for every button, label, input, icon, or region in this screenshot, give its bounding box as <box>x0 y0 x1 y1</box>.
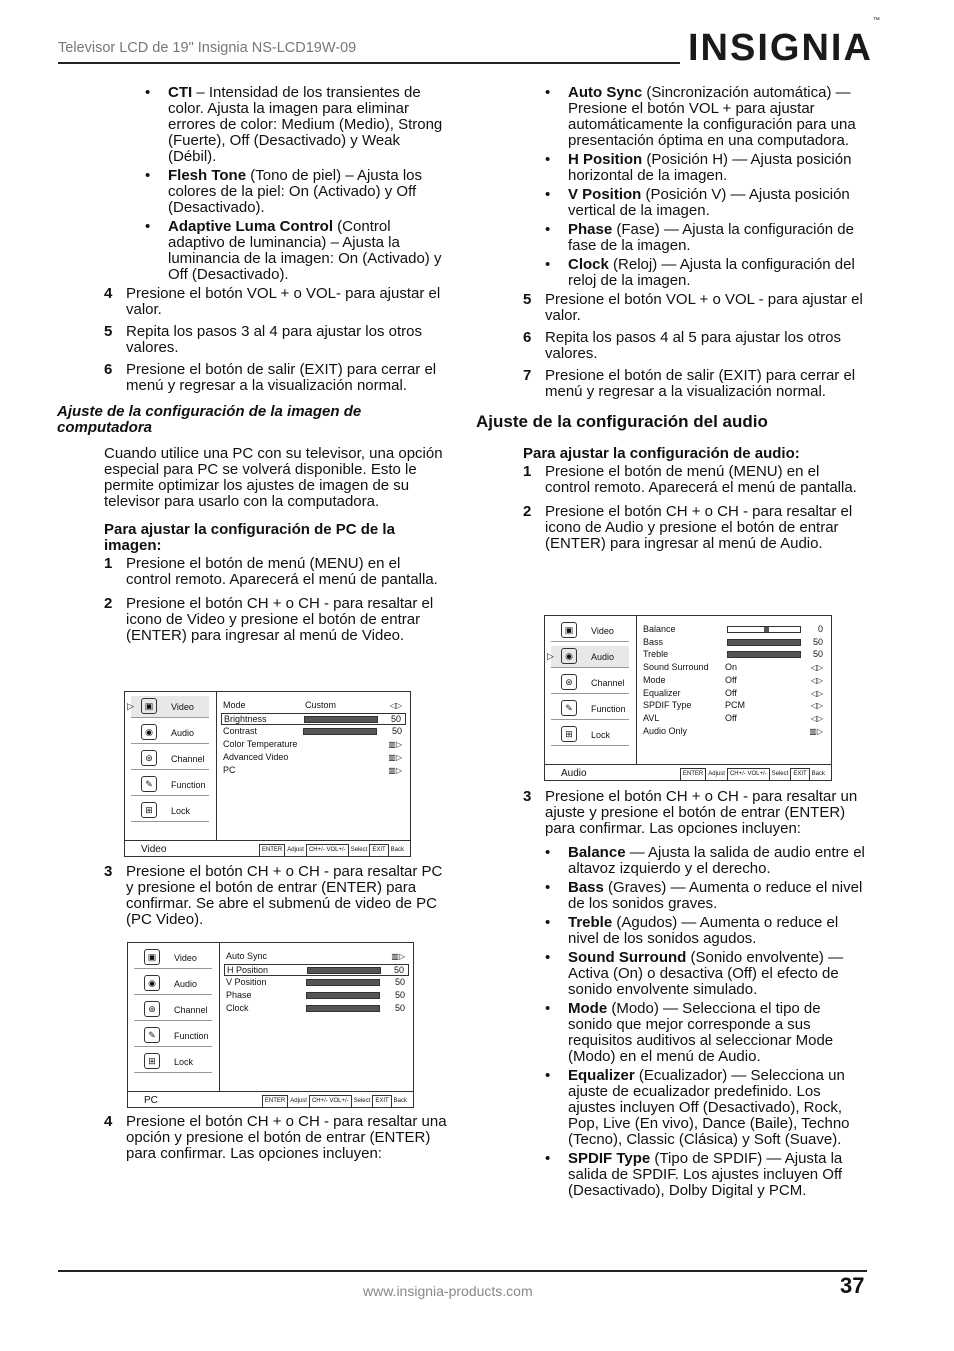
step-item <box>104 362 449 394</box>
osd-setting-label: Phase <box>226 990 252 1000</box>
step-item <box>523 789 868 837</box>
step-number: 6 <box>104 361 113 378</box>
osd-key-hints <box>260 1095 407 1108</box>
left-steps-list <box>104 286 449 394</box>
osd-setting-label: Equalizer <box>643 687 681 698</box>
osd-menu-item-label: Lock <box>174 1057 194 1067</box>
lock-icon: ⊞ <box>141 802 157 818</box>
osd-setting-label: Clock <box>226 1003 249 1013</box>
osd-setting-label: Sound Surround <box>643 662 709 673</box>
bullet-term: Clock <box>568 256 609 273</box>
bullet-text: (Tipo de SPDIF) — Ajusta la salida de SPDIF. Los ajustes incluyen Off (Desactivado), Dolby Digital y PCM. <box>568 1150 843 1199</box>
osd-menu-item-label: Channel <box>591 678 625 688</box>
osd-setting-label: SPDIF Type <box>643 700 692 711</box>
bullet-item <box>545 257 868 289</box>
osd-menu-item <box>134 947 212 969</box>
osd-menu-item-label: Function <box>171 780 206 790</box>
bullet-item <box>545 845 868 877</box>
step-text: Presione el botón VOL + o VOL- para ajustar el valor. <box>126 285 441 318</box>
enter-arrow-icon: ▥▷ <box>388 766 402 775</box>
step-text: Presione el botón CH + o CH - para resaltar un ajuste y presione el botón de entrar (ENTER) para confirmar. Las opciones incluyen: <box>545 788 858 837</box>
osd-menu-sidebar <box>545 616 637 764</box>
bullet-text: (Control adaptivo de luminancia) – Ajusta la luminancia de la imagen: On (Activado) y Off (Desactivado). <box>168 218 442 283</box>
osd-level-bar <box>727 651 801 658</box>
header-rule <box>58 62 680 64</box>
step-number: 6 <box>523 329 532 346</box>
osd-setting-row <box>221 726 406 738</box>
function-icon: ✎ <box>561 700 577 716</box>
osd-setting-value: 50 <box>390 714 401 724</box>
video-menu-screenshot <box>124 691 411 857</box>
subsection-heading: Ajuste de la configuración de la imagen de computadora <box>57 403 362 436</box>
osd-setting-row <box>641 688 827 700</box>
audio-icon: ◉ <box>561 648 577 664</box>
enter-arrow-icon: ▥▷ <box>809 726 823 736</box>
step-item <box>523 464 868 496</box>
osd-menu-item <box>131 800 209 822</box>
osd-level-bar <box>307 967 381 974</box>
osd-bottom-label: Audio <box>561 768 587 779</box>
step-item <box>523 292 868 324</box>
osd-setting-label: V Position <box>226 977 267 987</box>
bullet-text: (Posición V) — Ajusta posición vertical de la imagen. <box>568 186 850 219</box>
osd-key-hint-exit: EXIT <box>369 844 388 857</box>
channel-icon: ⊛ <box>141 750 157 766</box>
procedure-title: Para ajustar la configuración de audio: <box>523 445 800 462</box>
bullet-text: (Graves) — Aumenta o reduce el nivel de los sonidos graves. <box>568 879 863 912</box>
osd-menu-item-label: Video <box>591 626 614 636</box>
osd-setting-row <box>221 752 406 764</box>
step-number: 1 <box>523 463 532 480</box>
audio-menu-screenshot <box>544 615 832 781</box>
osd-key-hint-select: Select <box>350 847 368 853</box>
osd-setting-row <box>641 700 827 712</box>
step-item <box>523 368 868 400</box>
osd-menu-item <box>547 646 629 668</box>
video-icon: ▣ <box>144 949 160 965</box>
enter-arrow-icon: ▥▷ <box>388 753 402 762</box>
bullet-term: Flesh Tone <box>168 167 247 184</box>
bullet-term: SPDIF Type <box>568 1150 651 1167</box>
bullet-item <box>545 915 868 947</box>
bullet-text: (Ecualizador) — Selecciona un ajuste de ecualizador predefinido. Los ajustes incluyen Off (Desactivado), Rock, Pop, Live (En vivo), Dance (Baile), Techno (Tecno), Classic (Clásica) y Soft (Suave). <box>568 1067 850 1148</box>
osd-setting-label: Advanced Video <box>223 752 289 762</box>
step-text: Presione el botón de menú (MENU) en el control remoto. Aparecerá el menú de pantalla. <box>545 463 857 496</box>
step-text: Presione el botón CH + o CH - para resaltar el icono de Video y presione el botón de entrar (ENTER) para ingresar al menú de Video. <box>126 595 434 644</box>
osd-setting-row <box>641 713 827 725</box>
osd-selection-arrow-icon: ▷ <box>547 651 554 661</box>
osd-setting-row <box>641 649 827 661</box>
osd-menu-item-label: Function <box>591 704 626 714</box>
bullet-term: Treble <box>568 914 613 931</box>
osd-setting-label: Contrast <box>223 726 258 736</box>
osd-setting-row <box>221 739 406 751</box>
function-icon: ✎ <box>144 1027 160 1043</box>
osd-menu-item <box>131 722 209 744</box>
bullet-item <box>545 950 868 998</box>
osd-key-hints <box>257 844 404 857</box>
step-item <box>104 596 449 644</box>
bullet-text: (Posición H) — Ajusta posición horizontal de la imagen. <box>568 151 852 184</box>
step-text: Presione el botón CH + o CH - para resaltar PC y presione el botón de entrar (ENTER) para confirmar. Se abre el submenú de video de PC (PC Video). <box>126 863 443 928</box>
osd-settings-panel <box>637 616 831 764</box>
osd-setting-row <box>224 1003 409 1015</box>
osd-menu-item <box>551 672 629 694</box>
step-number: 3 <box>523 788 532 805</box>
left-column <box>57 84 449 650</box>
video-icon: ▣ <box>141 698 157 714</box>
left-right-arrows-icon: ◁▷ <box>389 701 402 710</box>
bullet-item <box>545 187 868 219</box>
lock-icon: ⊞ <box>144 1053 160 1069</box>
osd-menu-item <box>131 774 209 796</box>
step-number: 4 <box>104 1113 113 1130</box>
osd-menu-item <box>551 698 629 720</box>
bullet-text: — Ajusta la salida de audio entre el altavoz izquierdo y el derecho. <box>568 844 865 877</box>
bullet-text: (Agudos) — Aumenta o reduce el nivel de los sonidos agudos. <box>568 914 839 947</box>
step-item <box>523 330 868 362</box>
osd-setting-row <box>641 675 827 687</box>
osd-setting-label: Treble <box>643 649 669 660</box>
bullet-text: (Sincronización automática) — Presione el botón VOL + para ajustar automáticamente la configuración para una presentación óptima en una computadora. <box>568 84 856 149</box>
osd-setting-value: 50 <box>393 965 404 975</box>
procedure-title: Para ajustar la configuración de PC de la imagen: <box>104 521 395 554</box>
osd-key-hint-chvol: CH+/- VOL+/- <box>727 768 770 781</box>
osd-setting-value: 50 <box>394 977 405 987</box>
osd-menu-item-label: Audio <box>171 728 195 738</box>
osd-setting-label: PC <box>223 765 236 775</box>
osd-setting-row <box>224 977 409 989</box>
osd-menu-item <box>134 1051 212 1073</box>
bullet-item <box>545 222 868 254</box>
osd-setting-value: 0 <box>817 624 823 634</box>
left-step3 <box>104 864 449 934</box>
osd-key-hint-enter: ENTER <box>262 1095 288 1108</box>
bullet-item <box>145 85 449 165</box>
bullet-term: Sound Surround <box>568 949 687 966</box>
osd-menu-item <box>134 973 212 995</box>
osd-key-hints <box>678 768 825 781</box>
osd-menu-sidebar <box>128 943 220 1091</box>
step-number: 4 <box>104 285 113 302</box>
bullet-term: Auto Sync <box>568 84 643 101</box>
bullet-term: Adaptive Luma Control <box>168 218 334 235</box>
osd-setting-row <box>224 964 409 976</box>
osd-menu-item-label: Channel <box>171 754 205 764</box>
osd-menu-item-label: Audio <box>174 979 198 989</box>
bullet-item <box>145 219 449 283</box>
bullet-text: – Intensidad de los transientes de color. Ajusta la imagen para eliminar errores de color: Medium (Medio), Strong (Fuerte), Off (Desactivado) y Weak (Débil). <box>168 84 443 165</box>
left-bullet-list <box>145 85 449 283</box>
right-steps-list <box>523 292 868 400</box>
osd-setting-value: On <box>725 662 738 673</box>
osd-selection-arrow-icon: ▷ <box>127 701 134 711</box>
page-number: 37 <box>840 1273 865 1298</box>
step-item <box>104 1114 449 1162</box>
osd-key-hint-select: Select <box>353 1098 371 1104</box>
osd-setting-label: Bass <box>643 636 664 647</box>
audio-options-list <box>545 845 868 1199</box>
osd-setting-row <box>224 990 409 1002</box>
osd-key-hint-enter: ENTER <box>680 768 706 781</box>
osd-key-hint-back: Back <box>811 771 825 777</box>
osd-key-hint-select: Select <box>771 771 789 777</box>
enter-arrow-icon: ▥▷ <box>391 952 405 961</box>
osd-menu-item-label: Lock <box>591 730 611 740</box>
audio-icon: ◉ <box>141 724 157 740</box>
osd-setting-value: Off <box>725 674 737 685</box>
step-text: Presione el botón de menú (MENU) en el control remoto. Aparecerá el menú de pantalla. <box>126 555 438 588</box>
bullet-term: Equalizer <box>568 1067 635 1084</box>
footer-url: www.insignia-products.com <box>363 1283 533 1299</box>
footer-rule <box>58 1270 867 1272</box>
osd-setting-value: Off <box>725 712 737 723</box>
osd-bottom-label: PC <box>144 1095 158 1106</box>
osd-setting-label: Mode <box>643 674 666 685</box>
osd-level-bar <box>727 626 801 633</box>
bullet-text: (Sonido envolvente) — Activa (On) o desactiva (Off) el efecto de sonido envolvente simulado. <box>568 949 844 998</box>
left-right-arrows-icon: ◁▷ <box>810 701 823 711</box>
osd-setting-value: 50 <box>394 1003 405 1013</box>
bullet-term: Mode <box>568 1000 608 1017</box>
right-lower <box>523 789 868 1202</box>
osd-menu-item-label: Audio <box>591 652 615 662</box>
osd-bottom-bar <box>128 1091 413 1107</box>
osd-setting-row <box>641 637 827 649</box>
osd-setting-label: Color Temperature <box>223 739 298 749</box>
step-item <box>104 864 449 928</box>
osd-menu-item <box>551 724 629 746</box>
insignia-logo <box>688 17 880 69</box>
osd-level-bar <box>306 992 380 999</box>
osd-menu-item <box>131 748 209 770</box>
osd-bottom-bar <box>545 764 831 780</box>
left-right-arrows-icon: ◁▷ <box>810 688 823 698</box>
step-number: 5 <box>104 323 113 340</box>
osd-menu-item-label: Function <box>174 1031 209 1041</box>
step-number: 3 <box>104 863 113 880</box>
osd-menu-item-label: Lock <box>171 806 191 816</box>
lock-icon: ⊞ <box>561 726 577 742</box>
step-text: Repita los pasos 4 al 5 para ajustar los otros valores. <box>545 329 841 362</box>
osd-setting-label: Audio Only <box>643 725 688 736</box>
osd-key-hint-exit: EXIT <box>372 1095 391 1108</box>
page-header-title: Televisor LCD de 19" Insignia NS-LCD19W-09 <box>58 40 357 56</box>
section-heading: Ajuste de la configuración del audio <box>476 412 768 431</box>
bullet-term: Balance <box>568 844 626 861</box>
osd-setting-row <box>221 700 406 712</box>
function-icon: ✎ <box>141 776 157 792</box>
osd-menu-item <box>134 999 212 1021</box>
osd-key-hint-chvol: CH+/- VOL+/- <box>306 844 349 857</box>
right-column <box>476 84 868 558</box>
osd-setting-label: H Position <box>227 965 269 975</box>
osd-settings-panel <box>220 943 413 1091</box>
osd-setting-row <box>641 726 827 738</box>
osd-key-hint-adjust: Adjust <box>708 771 725 777</box>
bullet-item <box>545 1001 868 1065</box>
osd-setting-label: Auto Sync <box>226 951 268 961</box>
osd-level-bar <box>303 728 377 735</box>
osd-bottom-bar <box>125 840 410 856</box>
osd-level-bar <box>304 716 378 723</box>
osd-key-hint-adjust: Adjust <box>287 847 304 853</box>
bullet-item <box>545 85 868 149</box>
intro-paragraph: Cuando utilice una PC con su televisor, una opción especial para PC se volverá disponible. Esto le permite optimizar los ajustes de imagen de su televisor para usarlo con la computadora. <box>104 445 443 510</box>
osd-setting-value: PCM <box>725 700 745 711</box>
osd-setting-value: Off <box>725 687 737 698</box>
pc-menu-screenshot <box>127 942 414 1108</box>
osd-level-bar <box>306 1005 380 1012</box>
osd-setting-row <box>221 765 406 777</box>
osd-menu-item <box>127 696 209 718</box>
step-number: 2 <box>523 503 532 520</box>
step-number: 7 <box>523 367 532 384</box>
bullet-item <box>545 1068 868 1148</box>
osd-setting-label: Mode <box>223 700 246 710</box>
bullet-term: V Position <box>568 186 642 203</box>
right-bullet-list <box>545 85 868 289</box>
bullet-item <box>145 168 449 216</box>
channel-icon: ⊛ <box>144 1001 160 1017</box>
osd-setting-row <box>221 713 406 725</box>
osd-setting-row <box>641 624 827 636</box>
bullet-text: (Reloj) — Ajusta la configuración del reloj de la imagen. <box>568 256 855 289</box>
bullet-text: (Modo) — Selecciona el tipo de sonido que mejor corresponde a sus requisitos auditivos al seleccionar Mode (Modo) en el menú de Audio. <box>568 1000 834 1065</box>
step-item <box>523 504 868 552</box>
step-item <box>104 324 449 356</box>
logo-text: INSIGNIA <box>688 27 873 69</box>
left-right-arrows-icon: ◁▷ <box>810 663 823 673</box>
bullet-term: CTI <box>168 84 193 101</box>
osd-key-hint-back: Back <box>393 1098 407 1104</box>
osd-key-hint-adjust: Adjust <box>290 1098 307 1104</box>
bullet-term: H Position <box>568 151 643 168</box>
bullet-item <box>545 880 868 912</box>
video-icon: ▣ <box>561 622 577 638</box>
bullet-text: (Fase) — Ajusta la configuración de fase de la imagen. <box>568 221 854 254</box>
bullet-term: Bass <box>568 879 604 896</box>
osd-setting-value: 50 <box>394 990 405 1000</box>
osd-bottom-label: Video <box>141 844 167 855</box>
osd-menu-item <box>551 620 629 642</box>
left-right-arrows-icon: ◁▷ <box>810 675 823 685</box>
osd-setting-value: 50 <box>391 726 402 736</box>
step-number: 1 <box>104 555 113 572</box>
step-text: Presione el botón de salir (EXIT) para cerrar el menú y regresar a la visualización normal. <box>126 361 437 394</box>
step-number: 5 <box>523 291 532 308</box>
osd-setting-value: 50 <box>812 649 823 660</box>
audio-icon: ◉ <box>144 975 160 991</box>
osd-setting-row <box>641 662 827 674</box>
osd-setting-label: Brightness <box>224 714 267 724</box>
osd-setting-value: Custom <box>305 700 337 710</box>
osd-menu-item-label: Video <box>171 702 194 712</box>
osd-level-bar <box>727 639 801 646</box>
osd-menu-item <box>134 1025 212 1047</box>
step-text: Presione el botón CH + o CH - para resaltar una opción y presione el botón de entrar (ENTER) para confirmar. Las opciones incluyen: <box>126 1113 447 1162</box>
bullet-term: Phase <box>568 221 613 238</box>
osd-level-bar <box>306 979 380 986</box>
osd-key-hint-back: Back <box>390 847 404 853</box>
osd-setting-label: AVL <box>643 712 660 723</box>
channel-icon: ⊛ <box>561 674 577 690</box>
osd-setting-row <box>224 951 409 963</box>
step-text: Presione el botón CH + o CH - para resaltar el icono de Audio y presione el botón de entrar (ENTER) para ingresar al menú de Audio. <box>545 503 853 552</box>
osd-settings-panel <box>217 692 410 840</box>
osd-menu-item-label: Channel <box>174 1005 208 1015</box>
step-text: Presione el botón VOL + o VOL - para ajustar el valor. <box>545 291 863 324</box>
osd-key-hint-enter: ENTER <box>259 844 285 857</box>
osd-balance-marker <box>764 627 769 632</box>
step-item <box>104 286 449 318</box>
osd-key-hint-chvol: CH+/- VOL+/- <box>309 1095 352 1108</box>
logo-tm: ™ <box>872 17 880 25</box>
osd-setting-label: Balance <box>643 624 676 634</box>
bullet-text: (Tono de piel) – Ajusta los colores de la piel: On (Activado) y Off (Desactivado). <box>168 167 422 216</box>
osd-setting-value: 50 <box>812 636 823 647</box>
osd-key-hint-exit: EXIT <box>790 768 809 781</box>
step-text: Repita los pasos 3 al 4 para ajustar los otros valores. <box>126 323 422 356</box>
step-number: 2 <box>104 595 113 612</box>
osd-menu-sidebar <box>125 692 217 840</box>
bullet-item <box>545 152 868 184</box>
osd-menu-item-label: Video <box>174 953 197 963</box>
step-item <box>104 556 449 588</box>
left-right-arrows-icon: ◁▷ <box>810 713 823 723</box>
bullet-item <box>545 1151 868 1199</box>
step-text: Presione el botón de salir (EXIT) para cerrar el menú y regresar a la visualización normal. <box>545 367 856 400</box>
left-step4 <box>104 1114 449 1168</box>
enter-arrow-icon: ▥▷ <box>388 740 402 749</box>
